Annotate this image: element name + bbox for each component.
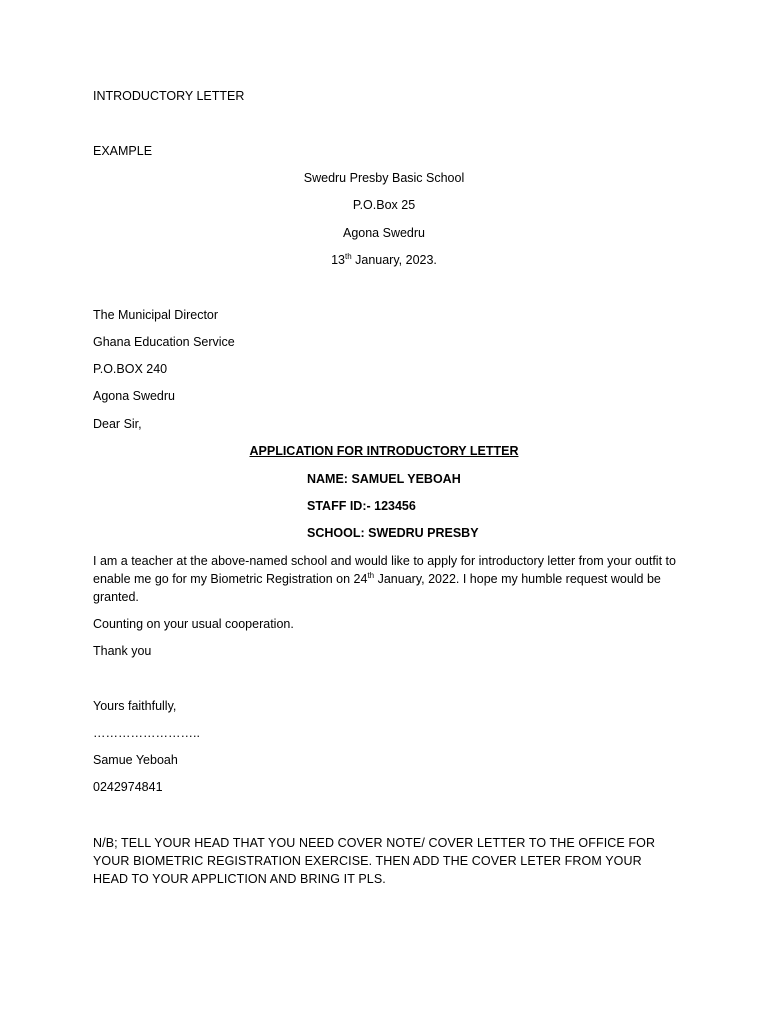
recipient-title: The Municipal Director [93, 308, 219, 322]
subject-line: APPLICATION FOR INTRODUCTORY LETTER [249, 444, 519, 458]
body-date-suffix: th [367, 570, 375, 580]
body-part-1: I am a teacher at the above-named school and would like to apply for introductory letter from your outfit to enable me go for my Biometric Registration on 24 [93, 554, 676, 586]
document-heading: INTRODUCTORY LETTER [93, 89, 245, 103]
detail-staff-id: STAFF ID:- 123456 [307, 499, 416, 513]
date-rest: January, 2023. [351, 253, 437, 267]
sender-school: Swedru Presby Basic School [303, 171, 465, 185]
closing-line: Yours faithfully, [93, 699, 177, 713]
detail-school: SCHOOL: SWEDRU PRESBY [307, 526, 479, 540]
sender-box: P.O.Box 25 [352, 198, 416, 212]
sender-town: Agona Swedru [342, 226, 425, 240]
cooperation-line: Counting on your usual cooperation. [93, 617, 294, 631]
date-suffix: th [344, 251, 352, 261]
detail-name: NAME: SAMUEL YEBOAH [307, 472, 461, 486]
thanks-line: Thank you [93, 644, 152, 658]
example-label: EXAMPLE [93, 144, 153, 158]
phone-number: 0242974841 [93, 780, 163, 794]
body-part-2: January, 2022. I hope my humble request would be granted. [93, 572, 661, 604]
salutation: Dear Sir, [93, 417, 142, 431]
recipient-org: Ghana Education Service [93, 335, 235, 349]
recipient-box: P.O.BOX 240 [93, 362, 168, 376]
letter-date [0, 251, 768, 269]
body-paragraph [93, 552, 678, 606]
signatory-name: Samue Yeboah [93, 753, 178, 767]
signature-line: …………………….. [93, 726, 200, 740]
note-paragraph: N/B; TELL YOUR HEAD THAT YOU NEED COVER NOTE/ COVER LETTER TO THE OFFICE FOR YOUR BIOMETRIC REGISTRATION EXERCISE. THEN ADD THE COVER LETER FROM YOUR HEAD TO YOUR APPLICTION AND BRING IT PLS. [93, 836, 656, 886]
recipient-town: Agona Swedru [93, 389, 176, 403]
date-day: 13 [331, 253, 345, 267]
